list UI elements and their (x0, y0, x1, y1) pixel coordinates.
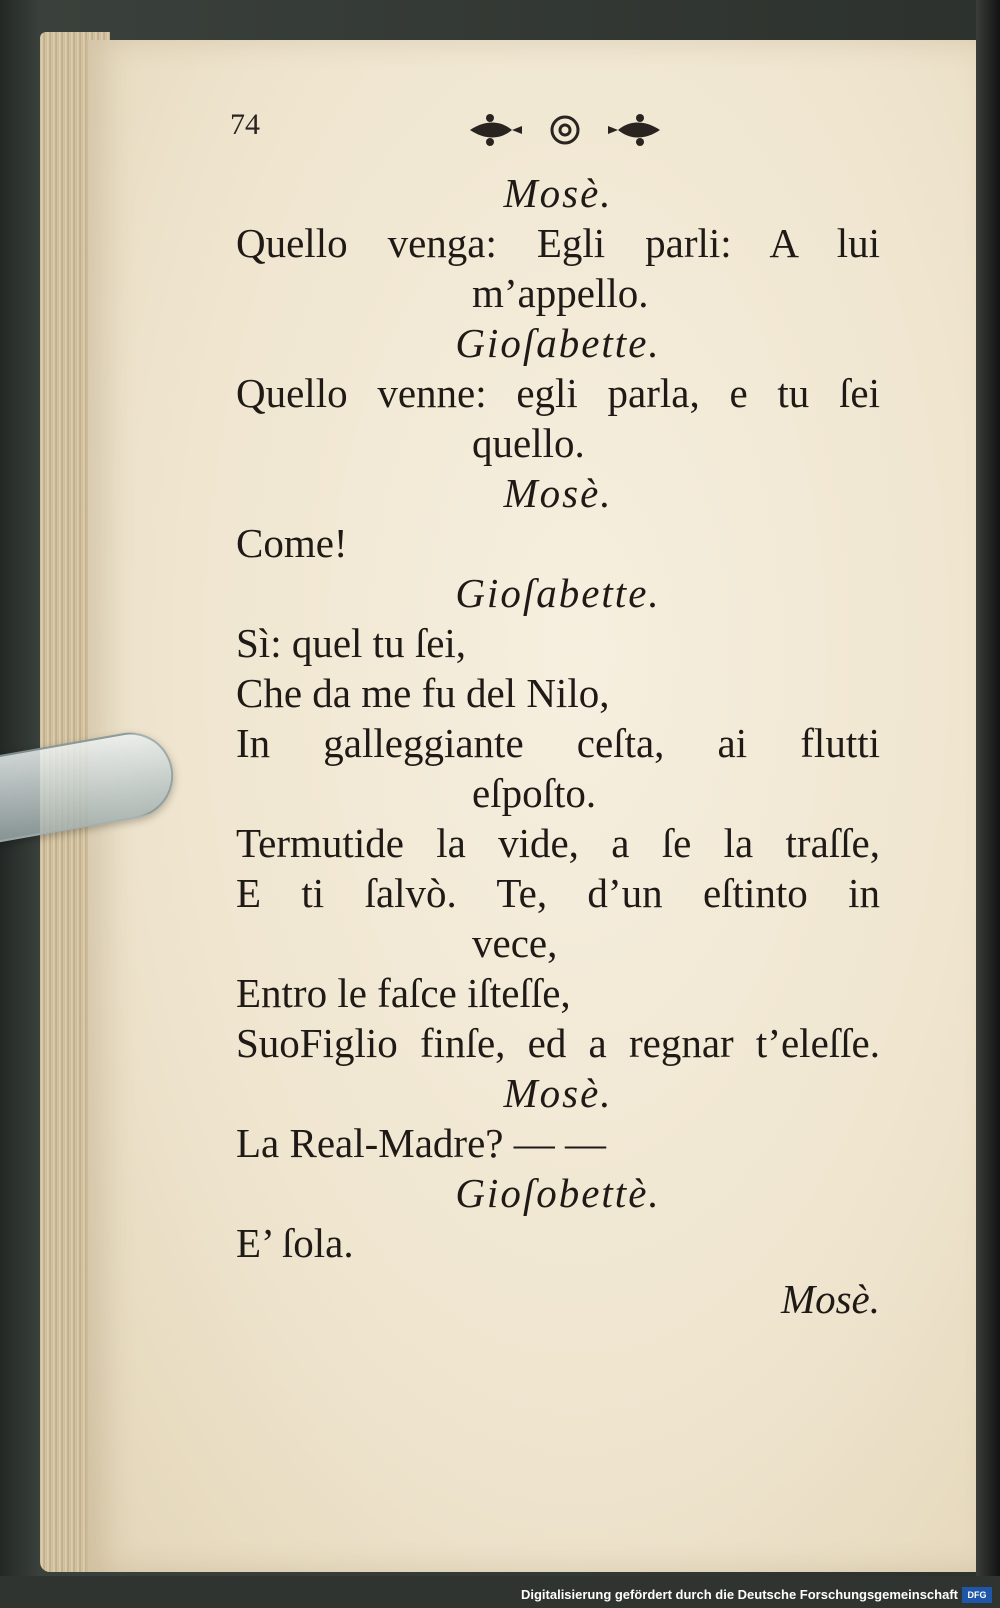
speaker-name: Gioſabette. (455, 320, 661, 366)
verse-line: m’appello. (472, 270, 649, 316)
verse-line: Che da me fu del Nilo, (236, 670, 610, 716)
verse-line: Quello venga: Egli parli: A lui (236, 220, 880, 266)
verse-line: Sì: quel tu ſei, (236, 620, 467, 666)
dfg-logo-icon: DFG (962, 1587, 992, 1603)
verse-line: SuoFiglio finſe, ed a regnar t’eleſſe. (236, 1020, 880, 1066)
catchword: Mosè. (780, 1276, 880, 1322)
verse-line: Quello venne: egli parla, e tu ſei (236, 370, 880, 416)
page-text (236, 168, 880, 1322)
verse-line: quello. (472, 420, 585, 466)
book-spine (976, 0, 1000, 1608)
speaker-name: Gioſobettè. (455, 1170, 661, 1216)
page-header (230, 102, 880, 158)
ornament-icon (450, 102, 680, 158)
credit-text: Digitalisierung gefördert durch die Deutsche Forschungsgemeinschaft (520, 1587, 958, 1602)
verse-line: eſpoſto. (472, 770, 597, 816)
verse-line: Come! (236, 520, 348, 566)
speaker-name: Gioſabette. (455, 570, 661, 616)
verse-line: La Real-Madre? — — (236, 1120, 606, 1166)
speaker-name: Mosè. (503, 170, 613, 216)
verse-line: E’ ſola. (236, 1220, 354, 1266)
speaker-name: Mosè. (503, 470, 613, 516)
verse-line: vece, (472, 920, 558, 966)
verse-line: Entro le faſce iſteſſe, (236, 970, 571, 1016)
scan-footer (0, 1576, 1000, 1608)
speaker-name: Mosè. (503, 1070, 613, 1116)
verse-line: In galleggiante ceſta, ai flutti (236, 720, 880, 766)
page-number: 74 (230, 108, 260, 141)
verse-line: Termutide la vide, a ſe la traſſe, (236, 820, 880, 866)
verse-line: E ti ſalvò. Te, d’un eſtinto in (236, 870, 880, 916)
